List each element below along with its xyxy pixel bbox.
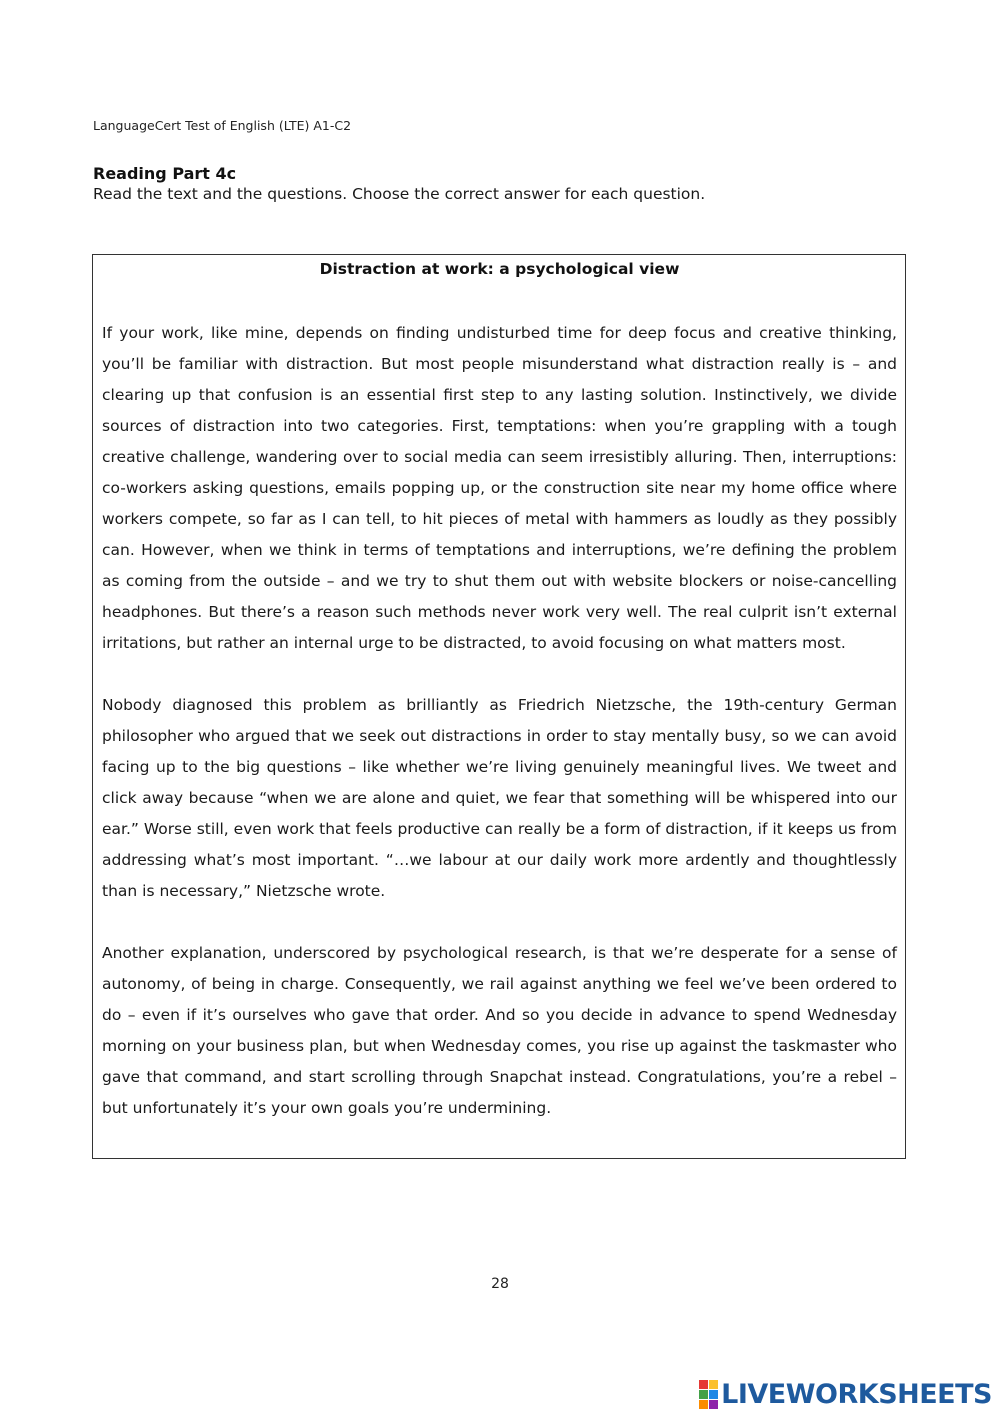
page-number: 28 [491,1276,509,1292]
section-title: Reading Part 4c [93,164,237,183]
logo-square [699,1400,708,1409]
logo-square [709,1400,718,1409]
liveworksheets-logo[interactable] [699,1377,992,1411]
article-paragraph-1: If your work, like mine, depends on finding undisturbed time for deep focus and creative thinking, you’ll be familiar with distraction. But most people misunderstand what distraction really is – and clearing up that confusion is an essential first step to any lasting solution. Instinctively, we divide sources of distraction into two categories. First, temptations: when you’re grappling with a tough creative challenge, wandering over to social media can seem irresistibly alluring. Then, interruptions: co-workers asking questions, emails popping up, or the construction site near my home office where workers compete, so far as I can tell, to hit pieces of metal with hammers as loudly as they possibly can. However, when we think in terms of temptations and interruptions, we’re defining the problem as coming from the outside – and we try to shut them out with website blockers or noise-cancelling headphones. But there’s a reason such methods never work very well. The real culprit isn’t external irritations, but rather an internal urge to be distracted, to avoid focusing on what matters most. [102,324,897,652]
brand-name: LIVEWORKSHEETS [721,1378,992,1410]
logo-square [699,1380,708,1389]
article-title: Distraction at work: a psychological view [319,260,680,278]
logo-square [699,1390,708,1399]
section-instructions: Read the text and the questions. Choose the correct answer for each question. [93,185,706,203]
article-paragraph-3: Another explanation, underscored by psychological research, is that we’re desperate for a sense of autonomy, of being in charge. Consequently, we rail against anything we feel we’ve been ordered to do – even if it’s ourselves who gave that order. And so you decide in advance to spend Wednesday morning on your business plan, but when Wednesday comes, you rise up against the taskmaster who gave that command, and start scrolling through Snapchat instead. Congratulations, you’re a rebel – but unfortunately it’s your own goals you’re undermining. [102,944,897,1117]
liveworksheets-grid-icon [699,1380,718,1409]
course-header: LanguageCert Test of English (LTE) A1-C2 [93,118,352,133]
logo-square [709,1380,718,1389]
article-box [92,254,906,1159]
article-paragraph-2: Nobody diagnosed this problem as brilliantly as Friedrich Nietzsche, the 19th-century German philosopher who argued that we seek out distractions in order to stay mentally busy, so we can avoid facing up to the big questions – like whether we’re living genuinely meaningful lives. We tweet and click away because “when we are alone and quiet, we fear that something will be whispered into our ear.” Worse still, even work that feels productive can really be a form of distraction, if it keeps us from addressing what’s most important. “…we labour at our daily work more ardently and thoughtlessly than is necessary,” Nietzsche wrote. [102,696,897,900]
logo-square [709,1390,718,1399]
